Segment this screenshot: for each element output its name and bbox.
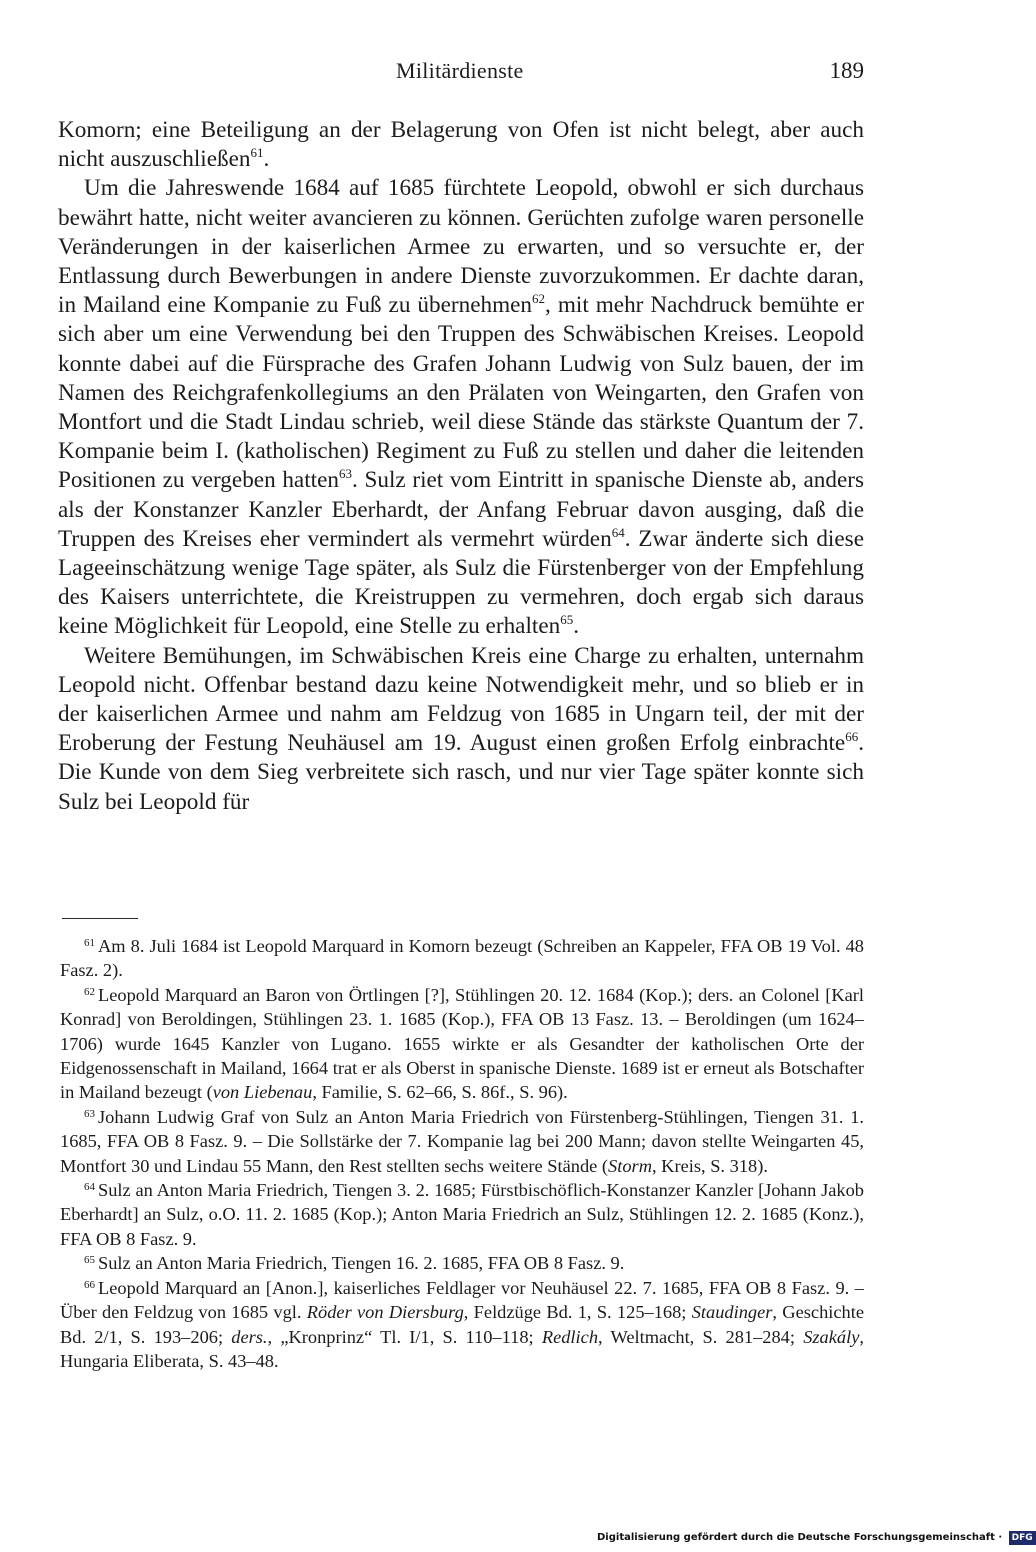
text-run: . Sulz riet vom Eintritt in spanische Dienste ab, anders als der Konstanzer Kanzler Eberhardt, der Anfang Februar davon ausging, daß die Truppen des Kreises eher vermindert als vermehrt würden bbox=[58, 467, 864, 552]
footnote-ref: 61 bbox=[250, 145, 264, 161]
footnote-divider bbox=[62, 918, 138, 919]
text-run: , „Kronprinz“ Tl. I/1, S. 110–118; bbox=[267, 1326, 542, 1347]
text-run: Sulz an Anton Maria Friedrich, Tiengen 3. 2. 1685; Fürstbischöflich-Konstanzer Kanzler [Johann Jakob Eberhardt] an Sulz, o.O. 11. 2. 1685 (Kop.); Anton Maria Friedrich an Sulz, Stühlingen 12. 2. 1685 (Konz.), FFA OB 8 Fasz. 9. bbox=[60, 1180, 864, 1249]
footnote-ref: 66 bbox=[845, 729, 859, 745]
author-name: ders. bbox=[231, 1326, 268, 1347]
text-run: , mit mehr Nachdruck bemühte er sich aber um eine Verwendung bei den Truppen des Schwäbischen Kreises. Leopold konnte dabei auf die Fürsprache des Grafen Johann Ludwig von Sulz bauen, der im Namen des Reichgrafenkollegiums an den Prälaten von Weingarten, den Grafen von Montfort und die Stadt Lindau schrieb, weil diese Stände das stärkste Quantum der 7. Kompanie beim I. (katholischen) Regiment zu Fuß zu stellen und daher die leitenden Positionen zu vergeben hatten bbox=[58, 292, 864, 494]
text-run: Komorn; eine Beteiligung an der Belagerung von Ofen ist nicht belegt, aber auch nicht auszuschließen bbox=[58, 117, 864, 173]
author-name: Staudinger bbox=[691, 1302, 773, 1323]
page-number: 189 bbox=[829, 58, 864, 83]
body-paragraph bbox=[58, 642, 864, 817]
footnote bbox=[60, 1251, 864, 1275]
running-title: Militärdienste bbox=[396, 58, 524, 83]
digitization-credit bbox=[597, 1531, 1033, 1545]
footnote-ref: 63 bbox=[339, 466, 352, 482]
main-text bbox=[58, 116, 864, 817]
text-run: . Die Kunde von dem Sieg verbreitete sich rasch, und nur vier Tage später konnte sich Sulz bei Leopold für bbox=[58, 730, 864, 815]
text-run: Leopold Marquard an Baron von Örtlingen [?], Stühlingen 20. 12. 1684 (Kop.); ders. an Colonel [Karl Konrad] von Beroldingen, Stühlingen 23. 1. 1685 (Kop.), FFA OB 13 Fasz. 13. – Beroldingen (um 1624–1706) wurde 1645 Kanzler von Lugano. 1655 wirkte er als Gesandter der katholischen Orte der Eidgenossenschaft in Mailand, 1664 trat er als Oberst in spanische Dienste. 1689 ist er erneut als Botschafter in Mailand bezeugt ( bbox=[60, 984, 864, 1103]
page-header bbox=[58, 58, 864, 90]
footnote-ref: 65 bbox=[560, 612, 574, 628]
text-run: , Hungaria Eliberata, S. 43–48. bbox=[60, 1326, 864, 1371]
text-run: Um die Jahreswende 1684 auf 1685 fürchtete Leopold, obwohl er sich durchaus bewährt hatte, nicht weiter avancieren zu können. Gerüchten zufolge waren personelle Veränderungen in der kaiserlichen Armee zu erwarten, und so versuchte er, der Entlassung durch Bewerbungen in andere Dienste zuvorzukommen. Er dachte daran, in Mailand eine Kompanie zu Fuß zu übernehmen bbox=[58, 175, 864, 319]
footnotes bbox=[60, 934, 864, 1373]
footnote bbox=[60, 1178, 864, 1251]
text-run: , Feldzüge Bd. 1, S. 125–168; bbox=[463, 1302, 692, 1323]
text-run: . bbox=[573, 613, 580, 640]
footnote-number: 61 bbox=[84, 937, 95, 949]
footnote-ref: 62 bbox=[532, 291, 546, 307]
footnote bbox=[60, 983, 864, 1105]
footnote-number: 64 bbox=[84, 1181, 95, 1194]
text-run: Johann Ludwig Graf von Sulz an Anton Maria Friedrich von Fürstenberg-Stühlingen, Tiengen 31. 1. 1685, FFA OB 8 Fasz. 9. – Die Sollstärke der 7. Kompanie lag bei 200 Mann; davon stellte Weingarten 45, Montfort 30 und Lindau 55 Mann, den Rest stellten sechs weitere Stände ( bbox=[60, 1106, 864, 1176]
author-name: Szakály bbox=[803, 1326, 860, 1347]
text-run: , Kreis, S. 318). bbox=[651, 1155, 768, 1176]
text-run: , Geschichte Bd. 2/1, S. 193–206; bbox=[60, 1302, 865, 1347]
credit-text: Digitalisierung gefördert durch die Deutsche Forschungsgemeinschaft · bbox=[597, 1532, 1003, 1543]
text-run: Leopold Marquard an [Anon.], kaiserliches Feldlager vor Neuhäusel 22. 7. 1685, FFA OB 8 Fasz. 9. – Über den Feldzug von 1685 vgl. bbox=[60, 1277, 864, 1323]
text-run: Weitere Bemühungen, im Schwäbischen Kreis eine Charge zu erhalten, unternahm Leopold nicht. Offenbar bestand dazu keine Notwendigkeit mehr, und so blieb er in der kaiserlichen Armee und nahm am Feldzug von 1685 in Ungarn teil, der mit der Eroberung der Festung Neuhäusel am 19. August einen großen Erfolg einbrachte bbox=[58, 642, 864, 757]
dfg-logo: DFG bbox=[1009, 1531, 1036, 1545]
text-run: , Weltmacht, S. 281–284; bbox=[598, 1326, 804, 1347]
footnote-number: 66 bbox=[84, 1278, 95, 1291]
text-run: Am 8. Juli 1684 ist Leopold Marquard in Komorn bezeugt (Schreiben an Kappeler, FFA OB 19 Vol. 48 Fasz. 2). bbox=[60, 936, 864, 981]
text-run: . Zwar änderte sich diese Lageeinschätzung wenige Tage später, als Sulz die Fürstenberger von der Empfehlung des Kaisers unterrichtete, die Kreistruppen zu vermehren, doch ergab sich daraus keine Möglichkeit für Leopold, eine Stelle zu erhalten bbox=[58, 525, 864, 640]
footnote-number: 65 bbox=[84, 1254, 95, 1267]
footnote bbox=[60, 1105, 864, 1178]
body-paragraph bbox=[58, 116, 864, 174]
text-run: Sulz an Anton Maria Friedrich, Tiengen 16. 2. 1685, FFA OB 8 Fasz. 9. bbox=[98, 1253, 625, 1274]
author-name: Röder von Diersburg bbox=[306, 1302, 464, 1323]
footnote-number: 62 bbox=[84, 985, 95, 998]
author-name: Storm bbox=[608, 1155, 652, 1176]
body-paragraph bbox=[58, 174, 864, 641]
author-name: Redlich bbox=[541, 1326, 599, 1347]
text-run: , Familie, S. 62–66, S. 86f., S. 96). bbox=[312, 1082, 568, 1103]
footnote bbox=[60, 934, 864, 983]
text-run: . bbox=[263, 146, 270, 173]
footnote bbox=[60, 1276, 864, 1374]
author-name: von Liebenau bbox=[212, 1082, 313, 1103]
footnote-number: 63 bbox=[84, 1107, 95, 1120]
footnote-ref: 64 bbox=[611, 524, 625, 540]
